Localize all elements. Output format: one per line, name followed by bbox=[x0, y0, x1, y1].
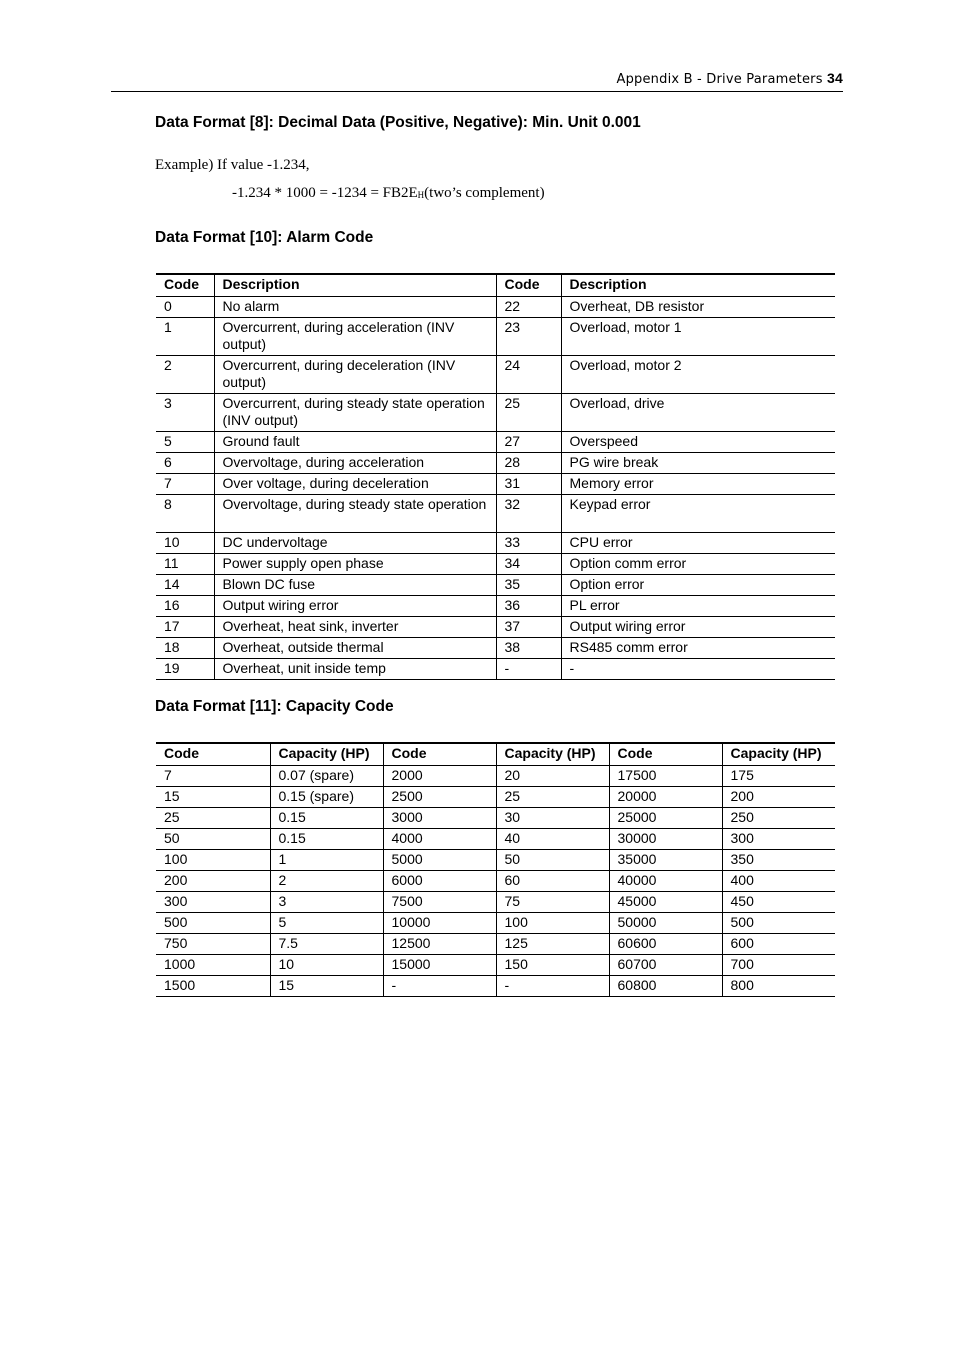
capacity-header-hp: Capacity (HP) bbox=[722, 743, 835, 766]
capacity-code-cell: 17500 bbox=[609, 766, 722, 787]
header-text: Appendix B - Drive Parameters bbox=[616, 72, 828, 87]
alarm-header-row bbox=[156, 274, 835, 297]
alarm-description-cell: RS485 comm error bbox=[561, 638, 835, 659]
capacity-hp-cell: 175 bbox=[722, 766, 835, 787]
alarm-description-cell: PL error bbox=[561, 596, 835, 617]
capacity-hp-cell: 150 bbox=[496, 955, 609, 976]
alarm-code-cell: 10 bbox=[156, 533, 214, 554]
alarm-code-cell: 0 bbox=[156, 297, 214, 318]
capacity-hp-cell: 50 bbox=[496, 850, 609, 871]
capacity-header-hp: Capacity (HP) bbox=[270, 743, 383, 766]
capacity-hp-cell: 400 bbox=[722, 871, 835, 892]
capacity-hp-cell: 75 bbox=[496, 892, 609, 913]
capacity-code-cell: 35000 bbox=[609, 850, 722, 871]
capacity-hp-cell: 125 bbox=[496, 934, 609, 955]
alarm-code-cell: - bbox=[496, 659, 561, 680]
capacity-code-cell: 40000 bbox=[609, 871, 722, 892]
capacity-code-cell: 1000 bbox=[156, 955, 270, 976]
capacity-hp-cell: 0.15 (spare) bbox=[270, 787, 383, 808]
capacity-header-code: Code bbox=[156, 743, 270, 766]
capacity-code-cell: 25 bbox=[156, 808, 270, 829]
table-row bbox=[156, 659, 835, 680]
capacity-code-cell: 1500 bbox=[156, 976, 270, 997]
alarm-description-cell: Blown DC fuse bbox=[214, 575, 496, 596]
table-row bbox=[156, 533, 835, 554]
table-row bbox=[156, 955, 835, 976]
alarm-header-description: Description bbox=[214, 274, 496, 297]
section-8-title: Data Format [8]: Decimal Data (Positive, Negative): Min. Unit 0.001 bbox=[155, 114, 641, 131]
capacity-code-table bbox=[156, 742, 835, 997]
table-row bbox=[156, 787, 835, 808]
capacity-code-cell: 7 bbox=[156, 766, 270, 787]
alarm-code-cell: 31 bbox=[496, 474, 561, 495]
capacity-code-cell: 200 bbox=[156, 871, 270, 892]
table-row bbox=[156, 495, 835, 533]
table-row bbox=[156, 976, 835, 997]
capacity-hp-cell: 200 bbox=[722, 787, 835, 808]
capacity-hp-cell: 1 bbox=[270, 850, 383, 871]
capacity-hp-cell: 0.07 (spare) bbox=[270, 766, 383, 787]
alarm-code-cell: 37 bbox=[496, 617, 561, 638]
page-number: 34 bbox=[827, 70, 843, 86]
capacity-code-cell: 5000 bbox=[383, 850, 496, 871]
alarm-code-cell: 25 bbox=[496, 394, 561, 432]
table-row bbox=[156, 596, 835, 617]
alarm-header-code: Code bbox=[496, 274, 561, 297]
alarm-description-cell: Ground fault bbox=[214, 432, 496, 453]
capacity-hp-cell: 500 bbox=[722, 913, 835, 934]
alarm-code-cell: 5 bbox=[156, 432, 214, 453]
alarm-description-cell: Power supply open phase bbox=[214, 554, 496, 575]
capacity-hp-cell: 700 bbox=[722, 955, 835, 976]
capacity-header-code: Code bbox=[609, 743, 722, 766]
capacity-code-cell: 100 bbox=[156, 850, 270, 871]
alarm-description-cell: Option comm error bbox=[561, 554, 835, 575]
calc-subscript: H bbox=[417, 190, 425, 200]
alarm-code-cell: 7 bbox=[156, 474, 214, 495]
table-row bbox=[156, 892, 835, 913]
example-calculation bbox=[232, 185, 545, 202]
capacity-hp-cell: 600 bbox=[722, 934, 835, 955]
alarm-header-description: Description bbox=[561, 274, 835, 297]
capacity-hp-cell: 30 bbox=[496, 808, 609, 829]
alarm-code-cell: 14 bbox=[156, 575, 214, 596]
capacity-hp-cell: 60 bbox=[496, 871, 609, 892]
alarm-description-cell: Overheat, outside thermal bbox=[214, 638, 496, 659]
alarm-code-cell: 23 bbox=[496, 318, 561, 356]
table-row bbox=[156, 913, 835, 934]
alarm-code-cell: 2 bbox=[156, 356, 214, 394]
alarm-code-cell: 8 bbox=[156, 495, 214, 533]
alarm-description-cell: Over voltage, during deceleration bbox=[214, 474, 496, 495]
capacity-code-cell: 15000 bbox=[383, 955, 496, 976]
alarm-code-cell: 38 bbox=[496, 638, 561, 659]
capacity-code-cell: 60800 bbox=[609, 976, 722, 997]
section-11-title: Data Format [11]: Capacity Code bbox=[155, 698, 394, 715]
capacity-code-cell: 60700 bbox=[609, 955, 722, 976]
capacity-code-cell: 30000 bbox=[609, 829, 722, 850]
capacity-code-cell: 2500 bbox=[383, 787, 496, 808]
capacity-code-cell: 300 bbox=[156, 892, 270, 913]
alarm-code-cell: 27 bbox=[496, 432, 561, 453]
capacity-hp-cell: 300 bbox=[722, 829, 835, 850]
table-row bbox=[156, 297, 835, 318]
capacity-code-cell: 750 bbox=[156, 934, 270, 955]
alarm-description-cell: Memory error bbox=[561, 474, 835, 495]
table-row bbox=[156, 474, 835, 495]
capacity-code-cell: 60600 bbox=[609, 934, 722, 955]
capacity-code-cell: 7500 bbox=[383, 892, 496, 913]
capacity-hp-cell: 0.15 bbox=[270, 829, 383, 850]
capacity-code-cell: 2000 bbox=[383, 766, 496, 787]
table-row bbox=[156, 356, 835, 394]
capacity-hp-cell: 350 bbox=[722, 850, 835, 871]
capacity-hp-cell: 20 bbox=[496, 766, 609, 787]
calc-main: -1.234 * 1000 = -1234 = FB2E bbox=[232, 185, 418, 201]
capacity-hp-cell: 450 bbox=[722, 892, 835, 913]
alarm-code-cell: 32 bbox=[496, 495, 561, 533]
alarm-description-cell: Overcurrent, during steady state operation (INV output) bbox=[214, 394, 496, 432]
capacity-code-cell: 3000 bbox=[383, 808, 496, 829]
capacity-hp-cell: 10 bbox=[270, 955, 383, 976]
alarm-code-cell: 11 bbox=[156, 554, 214, 575]
alarm-description-cell: Overload, motor 1 bbox=[561, 318, 835, 356]
capacity-hp-cell: - bbox=[496, 976, 609, 997]
alarm-description-cell: Overheat, heat sink, inverter bbox=[214, 617, 496, 638]
table-row bbox=[156, 554, 835, 575]
alarm-code-cell: 18 bbox=[156, 638, 214, 659]
capacity-hp-cell: 15 bbox=[270, 976, 383, 997]
capacity-header-hp: Capacity (HP) bbox=[496, 743, 609, 766]
capacity-header-row bbox=[156, 743, 835, 766]
capacity-code-cell: 500 bbox=[156, 913, 270, 934]
capacity-code-cell: 50 bbox=[156, 829, 270, 850]
alarm-description-cell: Overspeed bbox=[561, 432, 835, 453]
table-row bbox=[156, 638, 835, 659]
alarm-description-cell: Option error bbox=[561, 575, 835, 596]
capacity-code-cell: 4000 bbox=[383, 829, 496, 850]
alarm-description-cell: Overheat, unit inside temp bbox=[214, 659, 496, 680]
section-10-title: Data Format [10]: Alarm Code bbox=[155, 229, 374, 246]
capacity-hp-cell: 3 bbox=[270, 892, 383, 913]
alarm-description-cell: Overload, motor 2 bbox=[561, 356, 835, 394]
alarm-code-cell: 19 bbox=[156, 659, 214, 680]
table-row bbox=[156, 318, 835, 356]
alarm-description-cell: Overcurrent, during deceleration (INV output) bbox=[214, 356, 496, 394]
alarm-code-cell: 17 bbox=[156, 617, 214, 638]
capacity-code-cell: 45000 bbox=[609, 892, 722, 913]
alarm-description-cell: Output wiring error bbox=[561, 617, 835, 638]
capacity-hp-cell: 100 bbox=[496, 913, 609, 934]
alarm-description-cell: Overvoltage, during acceleration bbox=[214, 453, 496, 474]
table-row bbox=[156, 432, 835, 453]
alarm-description-cell: Overheat, DB resistor bbox=[561, 297, 835, 318]
alarm-description-cell: No alarm bbox=[214, 297, 496, 318]
capacity-hp-cell: 40 bbox=[496, 829, 609, 850]
capacity-code-cell: 25000 bbox=[609, 808, 722, 829]
alarm-description-cell: PG wire break bbox=[561, 453, 835, 474]
alarm-header-code: Code bbox=[156, 274, 214, 297]
capacity-code-cell: 50000 bbox=[609, 913, 722, 934]
alarm-description-cell: DC undervoltage bbox=[214, 533, 496, 554]
capacity-code-cell: 6000 bbox=[383, 871, 496, 892]
alarm-description-cell: Overcurrent, during acceleration (INV output) bbox=[214, 318, 496, 356]
alarm-code-cell: 22 bbox=[496, 297, 561, 318]
capacity-hp-cell: 25 bbox=[496, 787, 609, 808]
alarm-code-cell: 3 bbox=[156, 394, 214, 432]
alarm-code-cell: 36 bbox=[496, 596, 561, 617]
table-row bbox=[156, 766, 835, 787]
capacity-code-cell: - bbox=[383, 976, 496, 997]
capacity-hp-cell: 2 bbox=[270, 871, 383, 892]
alarm-code-cell: 28 bbox=[496, 453, 561, 474]
capacity-hp-cell: 800 bbox=[722, 976, 835, 997]
alarm-code-cell: 1 bbox=[156, 318, 214, 356]
alarm-description-cell: Output wiring error bbox=[214, 596, 496, 617]
capacity-hp-cell: 250 bbox=[722, 808, 835, 829]
table-row bbox=[156, 871, 835, 892]
capacity-code-cell: 15 bbox=[156, 787, 270, 808]
alarm-code-cell: 35 bbox=[496, 575, 561, 596]
table-row bbox=[156, 808, 835, 829]
table-row bbox=[156, 829, 835, 850]
alarm-code-table bbox=[156, 273, 835, 680]
calc-tail: (two’s complement) bbox=[424, 185, 545, 201]
alarm-description-cell: Keypad error bbox=[561, 495, 835, 533]
alarm-code-cell: 34 bbox=[496, 554, 561, 575]
alarm-code-cell: 16 bbox=[156, 596, 214, 617]
table-row bbox=[156, 575, 835, 596]
table-row bbox=[156, 850, 835, 871]
capacity-code-cell: 20000 bbox=[609, 787, 722, 808]
alarm-description-cell: - bbox=[561, 659, 835, 680]
example-text: Example) If value -1.234, bbox=[155, 157, 310, 173]
capacity-header-code: Code bbox=[383, 743, 496, 766]
capacity-hp-cell: 5 bbox=[270, 913, 383, 934]
capacity-code-cell: 10000 bbox=[383, 913, 496, 934]
page-header bbox=[111, 70, 843, 92]
alarm-code-cell: 24 bbox=[496, 356, 561, 394]
table-row bbox=[156, 453, 835, 474]
alarm-description-cell: Overload, drive bbox=[561, 394, 835, 432]
capacity-hp-cell: 0.15 bbox=[270, 808, 383, 829]
alarm-code-cell: 6 bbox=[156, 453, 214, 474]
alarm-code-cell: 33 bbox=[496, 533, 561, 554]
capacity-code-cell: 12500 bbox=[383, 934, 496, 955]
table-row bbox=[156, 394, 835, 432]
alarm-description-cell: CPU error bbox=[561, 533, 835, 554]
capacity-hp-cell: 7.5 bbox=[270, 934, 383, 955]
table-row bbox=[156, 934, 835, 955]
alarm-description-cell: Overvoltage, during steady state operation bbox=[214, 495, 496, 533]
table-row bbox=[156, 617, 835, 638]
